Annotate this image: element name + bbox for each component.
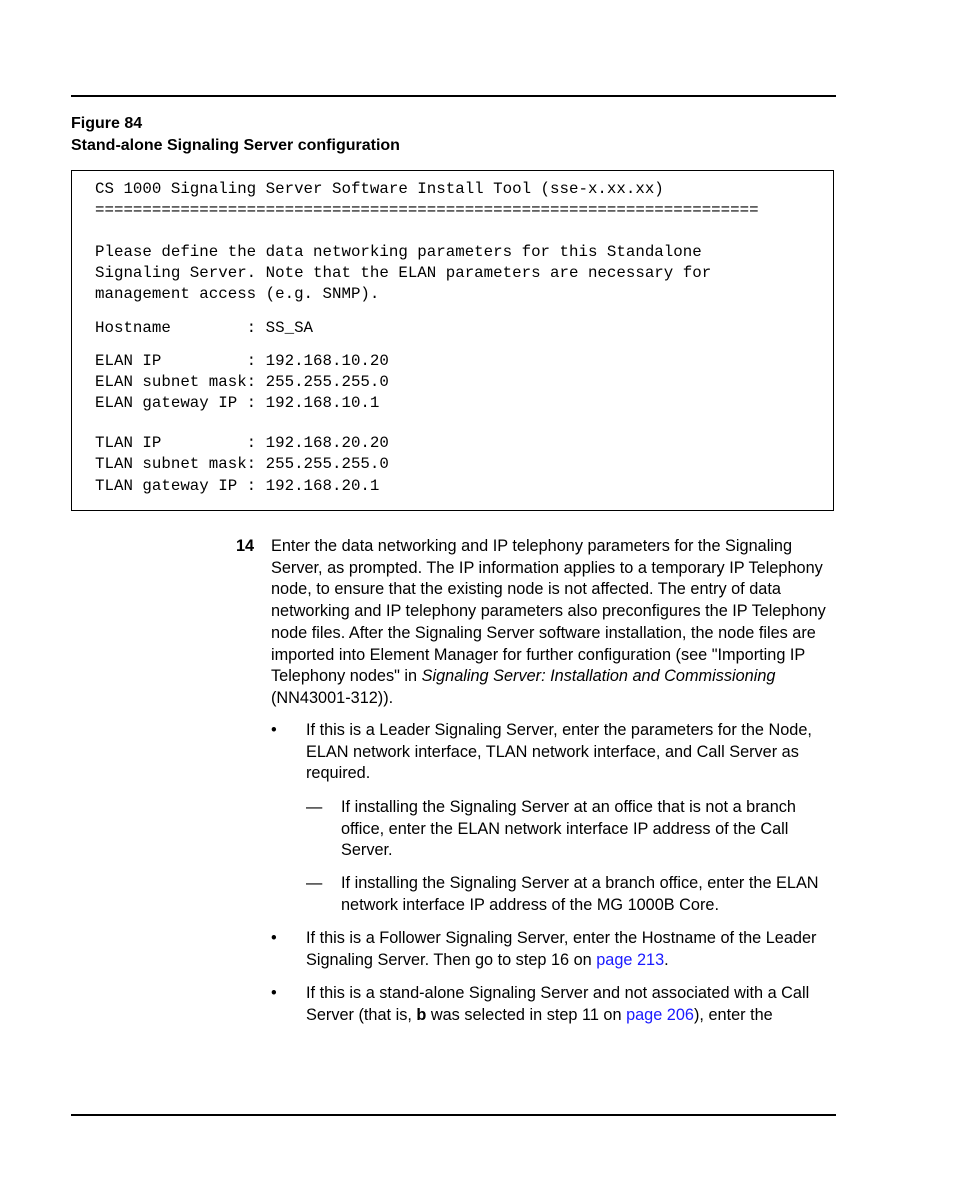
console-line: Signaling Server. Note that the ELAN parameters are necessary for bbox=[95, 264, 712, 282]
console-elan-mask: ELAN subnet mask: 255.255.255.0 bbox=[95, 373, 389, 391]
dash-item-non-branch: If installing the Signaling Server at an office that is not a branch office, enter the ELAN network interface IP address of the Call Server. bbox=[341, 798, 796, 860]
page-206-link[interactable]: page 206 bbox=[626, 1005, 694, 1024]
console-hostname: Hostname : SS_SA bbox=[95, 319, 314, 337]
figure-caption: Stand-alone Signaling Server configuration bbox=[71, 137, 400, 154]
bullet-leader: If this is a Leader Signaling Server, enter the parameters for the Node, ELAN network interface, TLAN network interface, and Call Server as required. bbox=[306, 721, 812, 783]
footer-rule bbox=[71, 1114, 836, 1116]
console-tlan-ip: TLAN IP : 192.168.20.20 bbox=[95, 434, 389, 452]
bullet-marker: • bbox=[271, 929, 277, 947]
figure-number: Figure 84 bbox=[71, 115, 143, 132]
step-paragraph: Enter the data networking and IP telephony parameters for the Signaling Server, as prompted. The IP information applies to a temporary IP Telephony node, to ensure that the existing node is not affected. The entry of data networking and IP telephony parameters also preconfigures the IP Telephony node files. After the Signaling Server software installation, the node files are imported into Element Manager for further configuration (see "Importing IP Telephony nodes" in Signaling Server: Installation and Commissioning (NN43001-312)). bbox=[271, 537, 826, 707]
dash-marker: — bbox=[306, 874, 323, 892]
bullet-standalone: If this is a stand-alone Signaling Server and not associated with a Call Server (that is, b was selected in step 11 on page 206), enter the bbox=[306, 984, 810, 1024]
dash-marker: — bbox=[306, 798, 323, 816]
console-line: management access (e.g. SNMP). bbox=[95, 285, 380, 303]
console-line: Please define the data networking parameters for this Standalone bbox=[95, 243, 702, 261]
console-elan-gateway: ELAN gateway IP : 192.168.10.1 bbox=[95, 394, 380, 412]
dash-item-branch: If installing the Signaling Server at a branch office, enter the ELAN network interface IP address of the MG 1000B Core. bbox=[341, 874, 819, 914]
step-number: 14 bbox=[236, 537, 255, 555]
console-tlan-mask: TLAN subnet mask: 255.255.255.0 bbox=[95, 455, 389, 473]
header-rule bbox=[71, 95, 836, 97]
page-213-link[interactable]: page 213 bbox=[596, 950, 665, 969]
figure-heading bbox=[71, 113, 400, 157]
console-tlan-gateway: TLAN gateway IP : 192.168.20.1 bbox=[95, 477, 380, 495]
bullet-follower: If this is a Follower Signaling Server, enter the Hostname of the Leader Signaling Server. Then go to step 16 on page 213. bbox=[306, 929, 817, 969]
console-output-box bbox=[71, 170, 834, 511]
console-elan-ip: ELAN IP : 192.168.10.20 bbox=[95, 352, 389, 370]
document-title: Signaling Server: Installation and Commissioning bbox=[421, 667, 776, 686]
console-line: CS 1000 Signaling Server Software Install Tool (sse-x.xx.xx) bbox=[95, 180, 664, 198]
bullet-marker: • bbox=[271, 984, 277, 1002]
bullet-marker: • bbox=[271, 721, 277, 739]
console-separator: ====================================================================== bbox=[95, 201, 759, 219]
